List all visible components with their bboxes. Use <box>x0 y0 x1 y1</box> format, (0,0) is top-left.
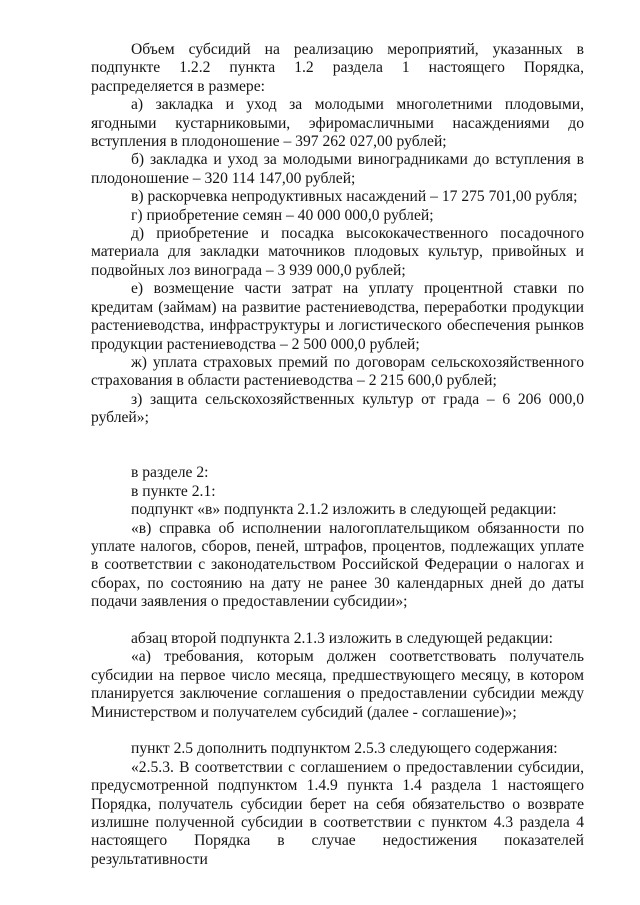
paragraph-item-e: е) возмещение части затрат на уплату процентной ставки по кредитам (займам) на развитие растениеводства, переработки продукции растениеводства, инфраструктуры и логистического обеспечения рынков продукции растениеводства – 2 500 000,0 рублей; <box>91 280 584 353</box>
paragraph-point-2-1: в пункте 2.1: <box>131 482 216 500</box>
paragraph-subsidy-volume: Объем субсидий на реализацию мероприятий, указанных в подпункте 1.2.2 пункта 1.2 раздела 1 настоящего Порядка, распределяется в размере: <box>91 41 584 95</box>
paragraph-2-5-3-text: «2.5.3. В соответствии с соглашением о предоставлении субсидии, предусмотренной подпунктом 1.4.9 пункта 1.4 раздела 1 настоящего Порядка, получатель субсидии берет на себя обязательство о возврате излишне полученной субсидии в соответствии с пунктом 4.3 раздела 4 настоящего Порядка в случае недостижения показателей результативности <box>91 758 584 868</box>
document-body <box>91 41 584 869</box>
paragraph-section-2: в разделе 2: <box>131 464 209 482</box>
paragraph-subpoint-v-intro: подпункт «в» подпункта 2.1.2 изложить в следующей редакции: <box>131 501 557 519</box>
blank-line <box>91 722 584 740</box>
paragraph-2-1-3-text: «а) требования, которым должен соответствовать получатель субсидии на первое число месяца, предшествующего месяцу, в котором планируется заключение соглашения о предоставлении субсидии между Министерством и получателем субсидий (далее - соглашение)»; <box>91 648 584 721</box>
paragraph-2-5-intro: пункт 2.5 дополнить подпунктом 2.5.3 следующего содержания: <box>131 740 558 758</box>
paragraph-item-v: в) раскорчевка непродуктивных насаждений – 17 275 701,00 рубля; <box>131 188 578 206</box>
paragraph-subpoint-v-text: «в) справка об исполнении налогоплательщиком обязанности по уплате налогов, сборов, пеней, штрафов, процентов, подлежащих уплате в соответствии с законодательством Российской Федерации о налогах и сборах, по состоянию на дату не ранее 30 календарных дней до даты подачи заявления о предоставлении субсидии»; <box>91 519 584 611</box>
paragraph-item-b: б) закладка и уход за молодыми виноградниками до вступления в плодоношение – 320 114 147,00 рублей; <box>91 151 584 187</box>
paragraph-item-d: д) приобретение и посадка высококачественного посадочного материала для закладки маточников плодовых культур, привойных и подвойных лоз винограда – 3 939 000,0 рублей; <box>91 225 584 279</box>
paragraph-item-zh: ж) уплата страховых премий по договорам сельскохозяйственного страхования в области растениеводства – 2 215 600,0 рублей; <box>91 353 584 390</box>
blank-line <box>91 612 584 630</box>
paragraph-2-1-3-intro: абзац второй подпункта 2.1.3 изложить в следующей редакции: <box>131 629 553 647</box>
blank-line <box>91 428 584 465</box>
paragraph-item-g: г) приобретение семян – 40 000 000,0 рублей; <box>131 206 434 224</box>
paragraph-item-z: з) защита сельскохозяйственных культур от града – 6 206 000,0 рублей»; <box>91 390 584 427</box>
paragraph-item-a: а) закладка и уход за молодыми многолетними плодовыми, ягодными кустарниковыми, эфиромасличными насаждениями до вступления в плодоношение – 397 262 027,00 рублей; <box>91 96 584 151</box>
